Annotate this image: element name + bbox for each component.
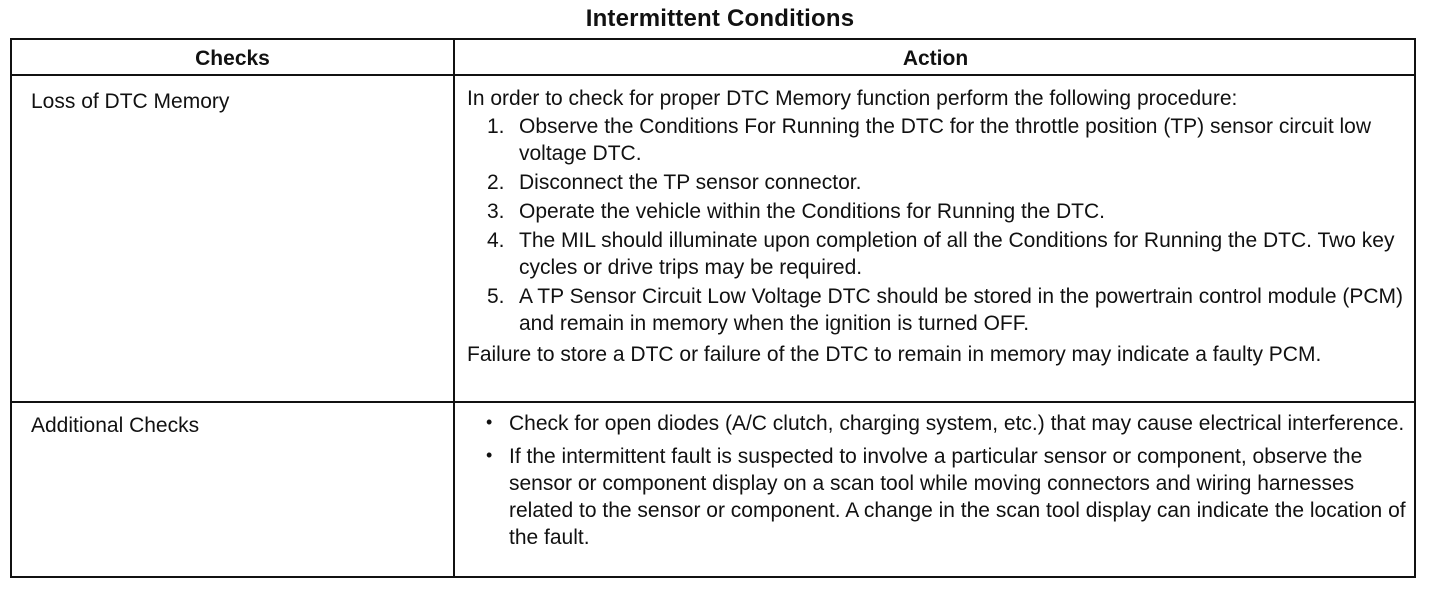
check-additional-checks: Additional Checks	[31, 414, 200, 437]
page-title: Intermittent Conditions	[585, 5, 855, 32]
bullet-item	[467, 410, 1407, 437]
procedure-outro: Failure to store a DTC or failure of the DTC to remain in memory may indicate a faulty PCM.	[467, 343, 1322, 366]
bullet-icon: •	[486, 412, 493, 432]
step-item	[467, 283, 1417, 337]
procedure-intro: In order to check for proper DTC Memory function perform the following procedure:	[467, 87, 1238, 110]
bullet-text: Check for open diodes (A/C clutch, charging system, etc.) that may cause electrical interference.	[509, 412, 1405, 435]
step-number: 5.	[487, 285, 505, 308]
step-item	[467, 198, 1417, 225]
step-number: 1.	[487, 115, 505, 138]
step-item	[467, 227, 1417, 281]
step-text: Operate the vehicle within the Conditions for Running the DTC.	[519, 200, 1105, 223]
action-loss-of-dtc-memory	[467, 85, 1417, 368]
step-text: A TP Sensor Circuit Low Voltage DTC should be stored in the powertrain control module (PCM) and remain in memory when the ignition is turned OFF.	[519, 285, 1403, 335]
step-text: The MIL should illuminate upon completion of all the Conditions for Running the DTC. Two key cycles or drive trips may be required.	[519, 229, 1395, 279]
step-text: Disconnect the TP sensor connector.	[519, 171, 862, 194]
step-number: 3.	[487, 200, 505, 223]
action-additional-checks	[467, 410, 1407, 551]
action-header: Action	[902, 47, 969, 70]
bullet-item	[467, 443, 1407, 551]
additional-checks-list	[467, 410, 1407, 551]
check-loss-of-dtc-memory: Loss of DTC Memory	[31, 90, 230, 113]
step-number: 4.	[487, 229, 505, 252]
checks-header: Checks	[195, 47, 270, 70]
column-divider	[453, 40, 455, 576]
bullet-icon: •	[486, 445, 493, 465]
step-item	[467, 113, 1417, 167]
step-number: 2.	[487, 171, 505, 194]
procedure-steps	[467, 113, 1417, 337]
step-item	[467, 169, 1417, 196]
bullet-text: If the intermittent fault is suspected to involve a particular sensor or component, observe the sensor or component display on a scan tool while moving connectors and wiring harnesses related to the sensor or component. A change in the scan tool display can indicate the location of the fault.	[509, 445, 1406, 549]
step-text: Observe the Conditions For Running the DTC for the throttle position (TP) sensor circuit low voltage DTC.	[519, 115, 1372, 165]
row-divider	[12, 401, 1414, 403]
conditions-table	[10, 38, 1416, 578]
